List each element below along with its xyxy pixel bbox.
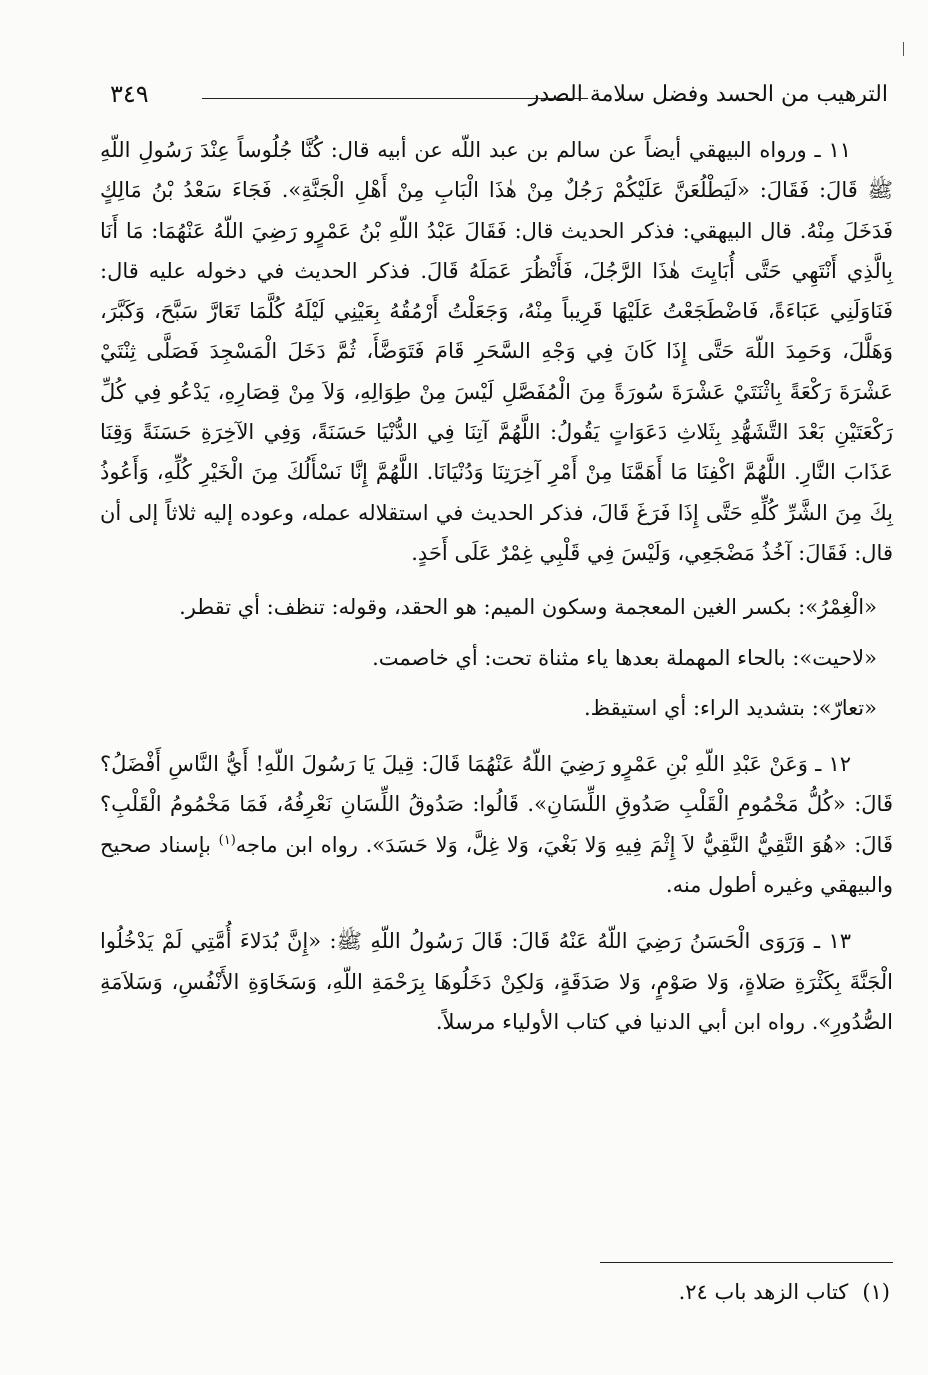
footnote-number: (١) — [862, 1280, 890, 1304]
hadith-12-text: ١٢ ـ وَعَنْ عَبْدِ اللّهِ بْنِ عَمْرٍو رَضِيَ اللّهُ عَنْهُمَا قَالَ: قِيلَ يَا رَسُولَ اللّهِ! أَيُّ النَّاسِ أَفْضَلُ؟ قَالَ: «كُلُّ مَخْمُومِ الْقَلْبِ صَدُوقِ اللِّسَانِ». قَالُوا: صَدُوقُ اللِّسَانِ نَعْرِفُهُ، فَمَا مَخْمُومُ الْقَلْبِ؟ قَالَ: «هُوَ التَّقِيُّ النَّقِيُّ لاَ إِثْمَ فِيهِ وَلا بَغْيَ، وَلا غِلَّ، وَلا حَسَدَ». رواه ابن ماجه — [100, 752, 893, 857]
hadith-11: ١١ ـ ورواه البيهقي أيضاً عن سالم بن عبد اللّه عن أبيه قال: كُنَّا جُلُوساً عِنْدَ رَسُولِ اللّهِ ﷺ قَالَ: فَقَالَ: «لَيَطْلُعَنَّ عَلَيْكُمْ رَجُلٌ مِنْ هٰذَا الْبَابِ مِنْ أَهْلِ الْجَنَّةِ». فَجَاءَ سَعْدُ بْنُ مَالِكٍ فَدَخَلَ مِنْهُ. قال البيهقي: فذكر الحديث قال: فَقَالَ عَبْدُ اللّهِ بْنُ عَمْرٍو رَضِيَ اللّهُ عَنْهُمَا: مَا أَنَا بِالَّذِي أَنْتَهِي حَتَّى أُبَايِتَ هٰذَا الرَّجُلَ، فَأَنْظُرَ عَمَلَهُ قَالَ. فذكر الحديث في دخوله عليه قال: فَنَاوَلَنِي عَبَاءَةً، فَاضْطَجَعْتُ عَلَيْهَا قَرِيباً مِنْهُ، وَجَعَلْتُ أَرْمُقُهُ بِعَيْنِي لَيْلَهُ كُلَّمَا تَعَارَّ سَبَّحَ، وَكَبَّرَ، وَهَلَّلَ، وَحَمِدَ اللّهَ حَتَّى إِذَا كَانَ فِي وَجْهِ السَّحَرِ قَامَ فَتَوَضَّأَ، ثُمَّ دَخَلَ الْمَسْجِدَ فَصَلَّى ثِنْتَيْ عَشْرَةَ رَكْعَةً بِاثْنَتَيْ عَشْرَةَ سُورَةً مِنَ الْمُفَصَّلِ لَيْسَ مِنْ طِوَالِهِ، وَلاَ مِنْ قِصَارِهِ، يَدْعُو فِي كُلِّ رَكْعَتَيْنِ بَعْدَ التَّشَهُّدِ بِثَلاثِ دَعَوَاتٍ يَقُولُ: اللَّهُمَّ آتِنَا فِي الدُّنْيَا حَسَنَةً، وَفِي الآخِرَةِ حَسَنَةً وَقِنَا عَذَابَ النَّارِ. اللَّهُمَّ اكْفِنَا مَا أَهَمَّنَا مِنْ أَمْرِ آخِرَتِنَا وَدُنْيَانَا. اللَّهُمَّ إِنَّا نَسْأَلُكَ مِنَ الْخَيْرِ كُلِّهِ، وَأَعُوذُ بِكَ مِنَ الشَّرِّ كُلِّهِ حَتَّى إِذَا فَرَغَ قَالَ، فذكر الحديث في استقلاله عمله، وعوده إليه ثلاثاً إلى أن قال: فَقَالَ: آخُذُ مَضْجَعِي، وَلَيْسَ فِي قَلْبِي غِمْرٌ عَلَى أَحَدٍ. — [100, 138, 893, 565]
hadith-13: ١٣ ـ وَرَوَى الْحَسَنُ رَضِيَ اللّهُ عَنْهُ قَالَ: قَالَ رَسُولُ اللّهِ ﷺ: «إِنَّ بُدَلاءَ أُمَّتِي لَمْ يَدْخُلُوا الْجَنَّةَ بِكَثْرَةِ صَلاةٍ، وَلا صَوْمٍ، وَلا صَدَقَةٍ، وَلكِنْ دَخَلُوهَا بِرَحْمَةِ اللّهِ، وَسَخَاوَةِ الأَنْفُسِ، وَسَلاَمَةِ الصُّدُورِ». رواه ابن أبي الدنيا في كتاب الأولياء مرسلاً. — [100, 929, 893, 1034]
hadith-12-tail: بإسناد صحيح والبيهقي وغيره أطول منه. — [100, 832, 893, 898]
footnote-text: كتاب الزهد باب ٢٤. — [678, 1280, 849, 1304]
page-body — [100, 130, 893, 1042]
footnote-rule — [600, 1262, 893, 1263]
footnote-marker: (١) — [218, 832, 236, 848]
page-number: ٣٤٩ — [110, 80, 149, 108]
chapter-title: الترهيب من الحسد وفضل سلامة الصدر — [528, 82, 888, 107]
note-ghimr: «الْغِمْرُ»: بكسر الغين المعجمة وسكون الميم: هو الحقد، وقوله: تنظف: أي تقطر. — [179, 595, 877, 620]
page-edge-mark — [903, 42, 904, 56]
footnote — [100, 1276, 890, 1308]
header-rule — [202, 98, 588, 99]
hadith-12 — [100, 744, 893, 905]
running-header — [110, 76, 888, 116]
note-taarr: «تعارّ»: بتشديد الراء: أي استيقظ. — [583, 695, 877, 720]
note-lahayt: «لاحيت»: بالحاء المهملة بعدها ياء مثناة تحت: أي خاصمت. — [372, 645, 877, 670]
